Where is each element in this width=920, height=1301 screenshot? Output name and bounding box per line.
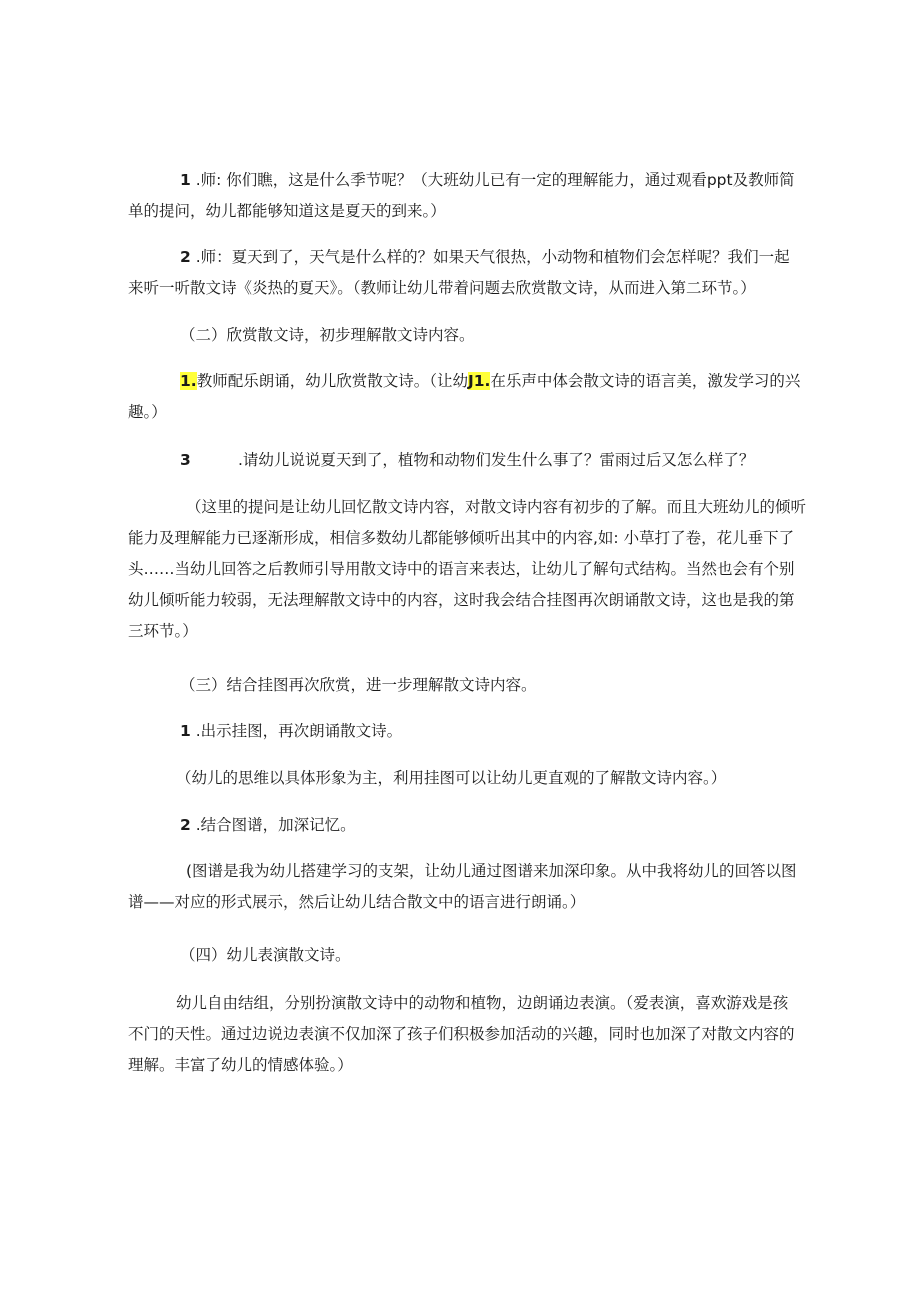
paragraph-text: 理解。丰富了幼儿的情感体验。） <box>128 1056 353 1074</box>
item-number: 2 <box>180 248 191 266</box>
paragraph-text: .结合图谱，加深记忆。 <box>195 816 356 834</box>
highlight-mark: 1. <box>180 372 197 390</box>
paragraph-text: .师：夏天到了，天气是什么样的？如果天气很热，小动物和植物们会怎样呢？我们一起 <box>195 248 790 266</box>
paragraph-text: 头……当幼儿回答之后教师引导用散文诗中的语言来表达，让幼儿了解句式结构。当然也会有个别 <box>128 560 795 578</box>
paragraph-text: 幼儿倾听能力较弱，无法理解散文诗中的内容，这时我会结合挂图再次朗诵散文诗，这也是我的第 <box>128 591 795 609</box>
section-heading-2: （二）欣赏散文诗，初步理解散文诗内容。 <box>180 326 475 344</box>
paragraph-text: 幼儿自由结组，分别扮演散文诗中的动物和植物，边朗诵边表演。（爱表演，喜欢游戏是孩 <box>176 994 789 1012</box>
paragraph-4 <box>128 445 794 476</box>
paragraph-text: .师: 你们瞧，这是什么季节呢？（大班幼儿已有一定的理解能力，通过观看ppt及教师简 <box>195 171 795 189</box>
highlight-mark: J1. <box>467 372 491 390</box>
paragraph-text: 三环节。） <box>128 622 198 640</box>
section-heading-3: （三）结合挂图再次欣赏，进一步理解散文诗内容。 <box>180 676 537 694</box>
item-number: 1 <box>180 171 191 189</box>
paragraph-text: 趣。） <box>128 403 167 421</box>
paragraph-text: (图谱是我为幼儿搭建学习的支架，让幼儿通过图谱来加深印象。从中我将幼儿的回答以图 <box>186 862 797 880</box>
paragraph-text: 不门的天性。通过边说边表演不仅加深了孩子们积极参加活动的兴趣，同时也加深了对散文内容的 <box>128 1025 795 1043</box>
section-heading-4: （四）幼儿表演散文诗。 <box>180 946 351 964</box>
paragraph-6 <box>128 716 794 747</box>
paragraph-5 <box>128 492 807 647</box>
paragraph-text: 在乐声中体会散文诗的语言美，激发学习的兴 <box>490 372 801 390</box>
paragraph-text: （这里的提问是让幼儿回忆散文诗内容，对散文诗内容有初步的了解。而且大班幼儿的倾听 <box>186 498 807 516</box>
paragraph-1 <box>128 165 794 227</box>
paragraph-10 <box>128 988 794 1081</box>
paragraph-7: （幼儿的思维以具体形象为主，利用挂图可以让幼儿更直观的了解散文诗内容。） <box>176 769 727 787</box>
paragraph-text: 教师配乐朗诵，幼儿欣赏散文诗。（让幼 <box>196 372 468 390</box>
paragraph-text: 谱——对应的形式展示，然后让幼儿结合散文中的语言进行朗诵。） <box>128 893 586 911</box>
item-number: 2 <box>180 816 191 834</box>
paragraph-8 <box>128 810 794 841</box>
item-number: 3 <box>180 451 191 469</box>
item-number: 1 <box>180 722 191 740</box>
paragraph-text: 来听一听散文诗《炎热的夏天》。（教师让幼儿带着问题去欣赏散文诗，从而进入第二环节。） <box>128 279 756 297</box>
paragraph-text: .出示挂图，再次朗诵散文诗。 <box>195 722 403 740</box>
paragraph-text: 能力及理解能力已逐渐形成，相信多数幼儿都能够倾听出其中的内容,如: 小草打了卷，花儿垂下了 <box>128 529 795 547</box>
paragraph-text: .请幼儿说说夏天到了，植物和动物们发生什么事了？雷雨过后又怎么样了？ <box>238 451 755 469</box>
paragraph-3 <box>128 366 801 428</box>
paragraph-text: 单的提问，幼儿都能够知道这是夏天的到来。） <box>128 202 446 220</box>
paragraph-9 <box>128 856 797 918</box>
paragraph-2 <box>128 242 794 304</box>
